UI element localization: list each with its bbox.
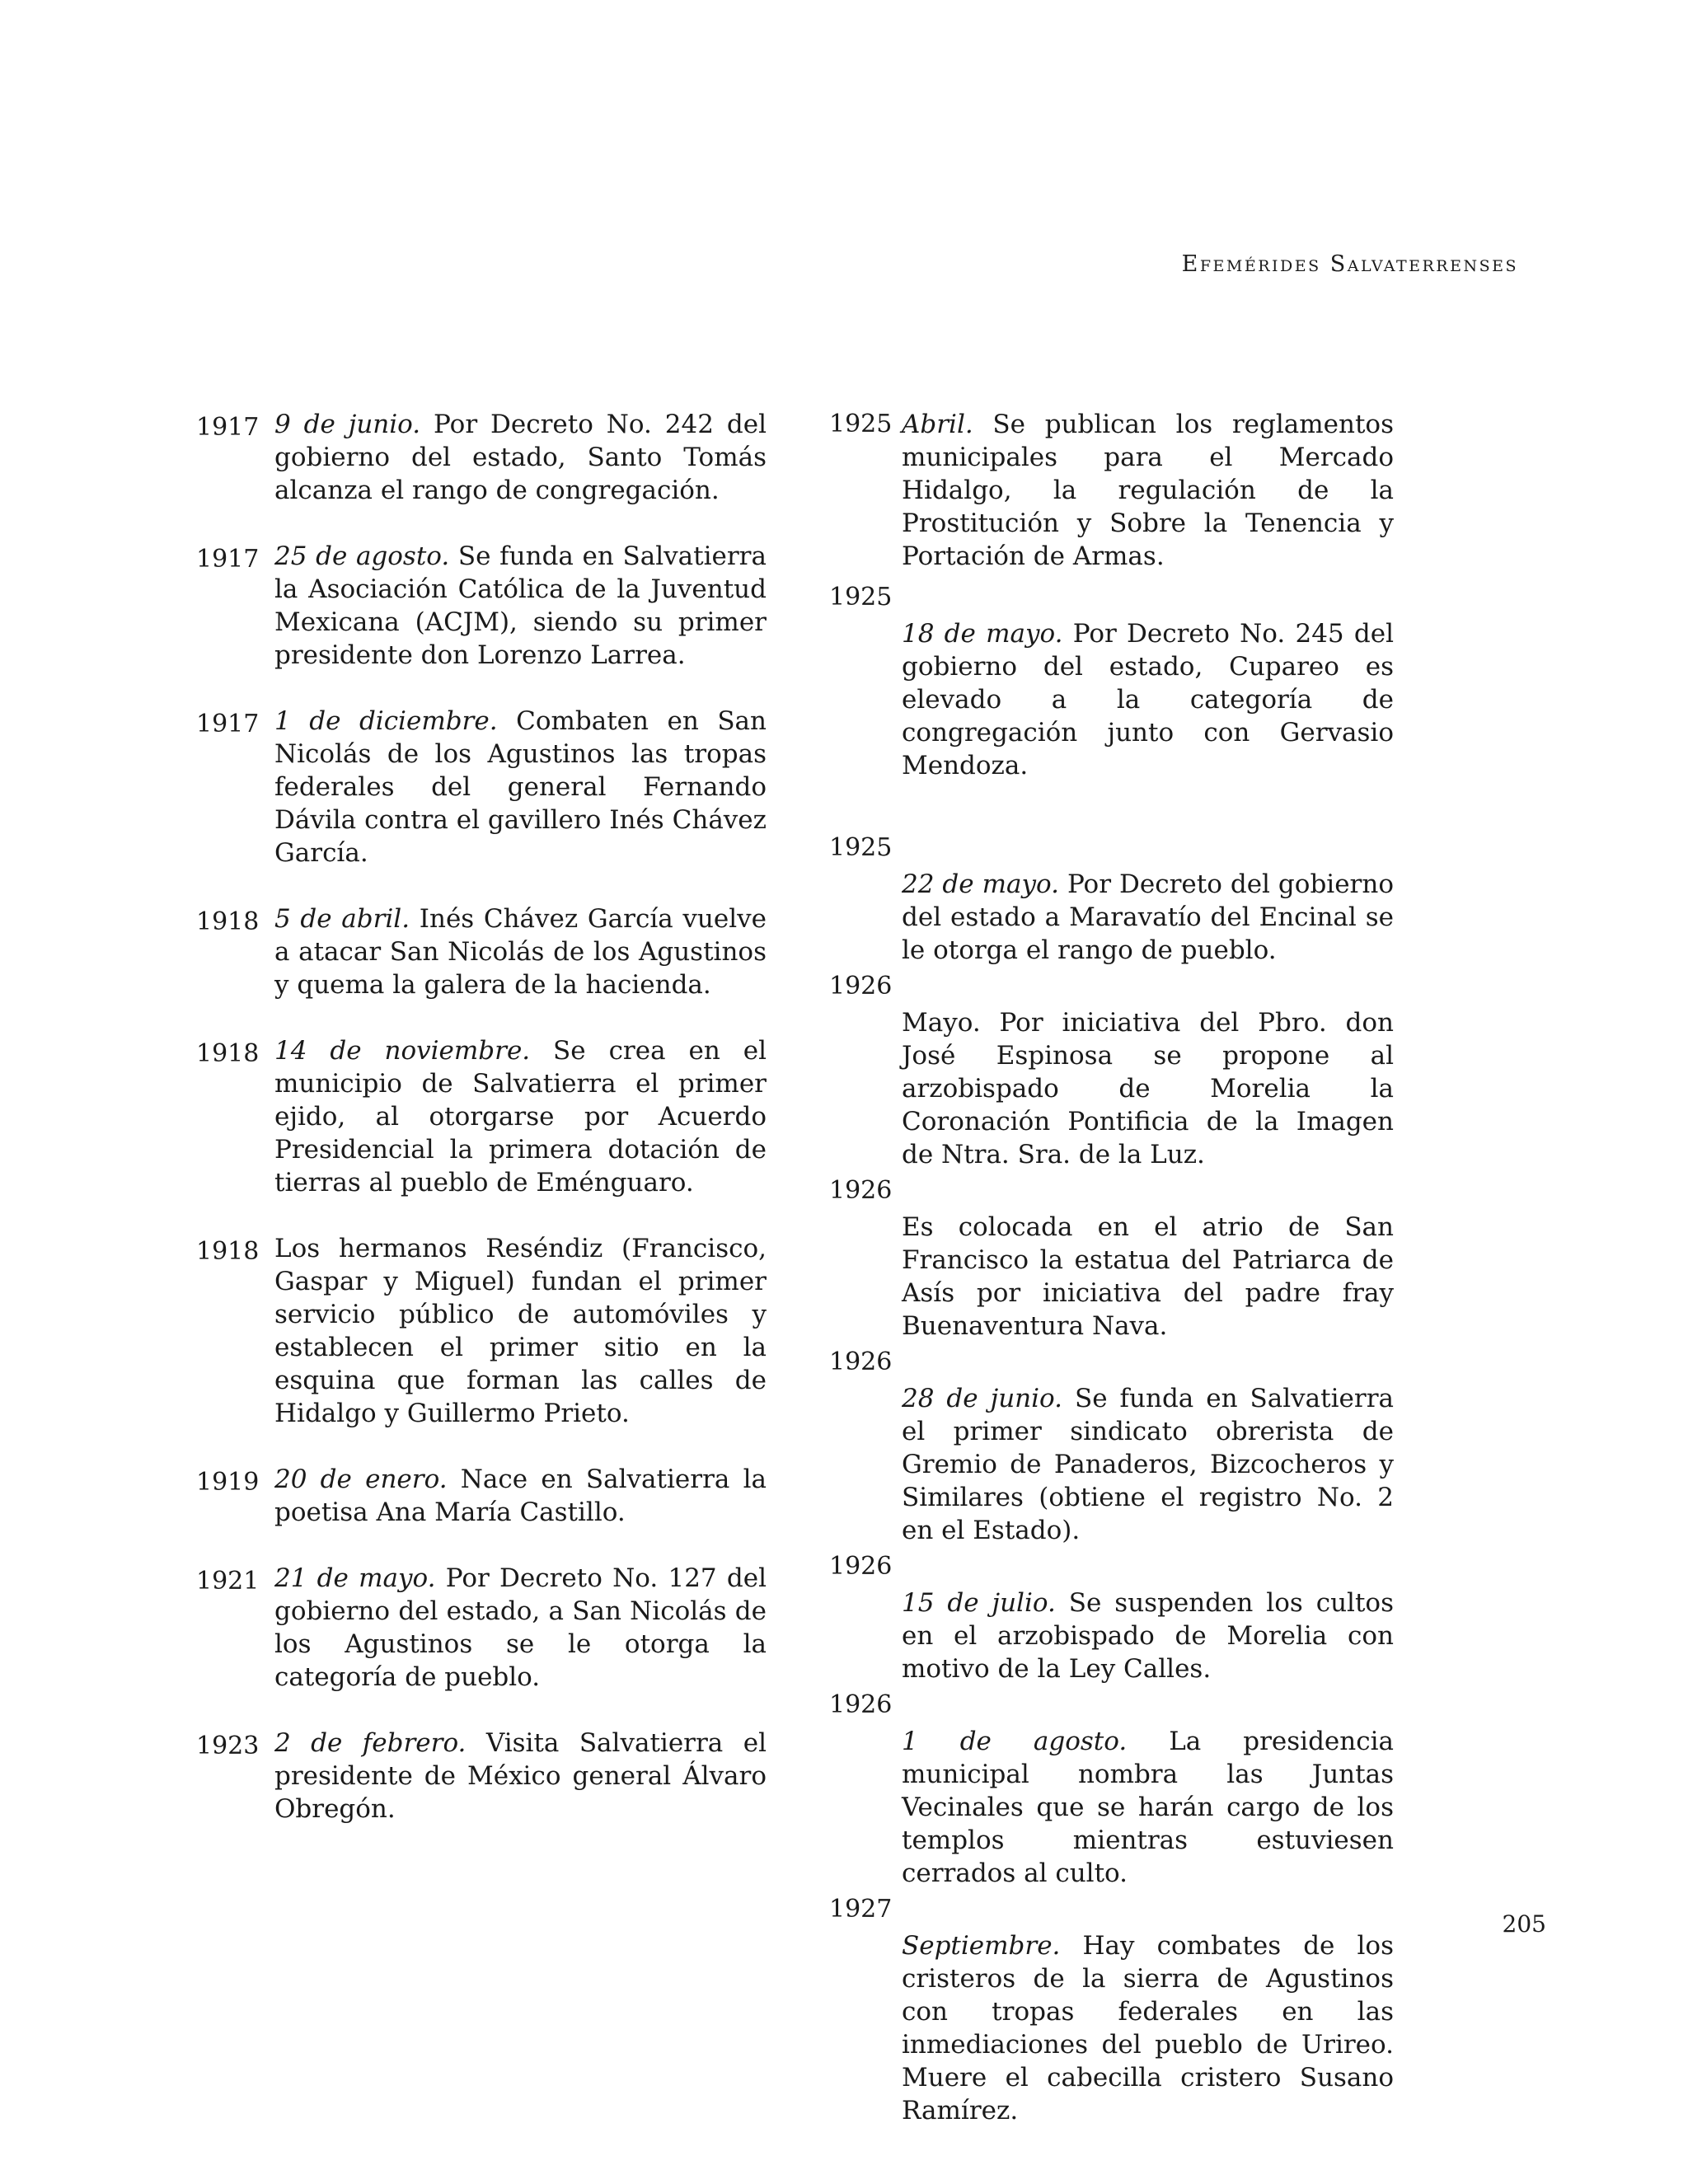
entry-body: Nace en Salvatierra la poetisa Ana María Castillo. <box>274 1465 767 1527</box>
entry-text <box>274 1562 767 1694</box>
entry-year: 1926 <box>829 972 893 1001</box>
entry-body: Es colocada en el atrio de San Francisco la estatua del Patriarca de Asís por iniciativa del padre fray Buenaventura Nava. <box>902 1212 1394 1341</box>
entry-year: 1923 <box>196 1732 260 1760</box>
entry-year: 1917 <box>196 710 260 738</box>
chronology-entry <box>829 1689 1592 1890</box>
entry-date: 25 de agosto. <box>274 541 450 571</box>
entry-body: Visita Salvatierra el presidente de México general Álvaro Obregón. <box>274 1728 767 1824</box>
entry-year: 1921 <box>196 1567 260 1596</box>
entry-date: 2 de febrero. <box>274 1728 467 1758</box>
entry-year: 1926 <box>829 1690 893 1719</box>
entry-date: 20 de enero. <box>274 1465 448 1494</box>
entry-body: Se crea en el municipio de Salvatierra el primer ejido, al otorgarse por Acuerdo Presidencial la primera dotación de tierras al pueblo de Eménguaro. <box>274 1036 767 1197</box>
entry-body: Por Decreto No. 245 del gobierno del estado, Cupareo es elevado a la categoría de congregación junto con Gervasio Mendoza. <box>902 619 1394 780</box>
chronology-entry <box>829 581 1592 782</box>
entry-body: Por Decreto del gobierno del estado a Maravatío del Encinal se le otorga el rango de pueblo. <box>902 869 1394 965</box>
entry-year: 1925 <box>829 833 893 862</box>
entry-text <box>274 1034 767 1199</box>
entry-date: 1 de agosto. <box>902 1727 1128 1756</box>
entry-year: 1926 <box>829 1176 893 1205</box>
entry-text <box>902 868 1394 967</box>
entry-text <box>902 1586 1394 1685</box>
entry-text <box>274 1232 767 1430</box>
entry-year: 1919 <box>196 1468 260 1497</box>
chronology-entry <box>829 1174 1592 1343</box>
entry-text <box>274 1463 767 1529</box>
entry-text <box>902 1725 1394 1890</box>
entry-body: Por Decreto No. 242 del gobierno del estado, Santo Tomás alcanza el rango de congregación. <box>274 410 767 505</box>
right-column <box>829 408 1592 2127</box>
chronology-entry <box>829 1893 1592 2127</box>
entry-text <box>274 902 767 1001</box>
entry-body: Inés Chávez García vuelve a atacar San Nicolás de los Agustinos y quema la galera de la hacienda. <box>274 904 767 1000</box>
chronology-entry <box>829 408 1592 573</box>
entry-body: Los hermanos Reséndiz (Francisco, Gaspar y Miguel) fundan el primer servicio público de automóviles y establecen el primer sitio en la esquina que forman las calles de Hidalgo y Guillermo Prieto. <box>274 1234 767 1428</box>
entry-body: Mayo. Por iniciativa del Pbro. don José Espinosa se propone al arzobispado de Morelia la Coronación Pontificia de la Imagen de Ntra. Sra. de la Luz. <box>902 1008 1394 1169</box>
entry-text <box>274 540 767 672</box>
entry-year: 1926 <box>829 1347 893 1376</box>
running-head: Efemérides Salvaterrenses <box>1181 251 1518 277</box>
entry-date: Septiembre. <box>902 1931 1061 1961</box>
entry-text <box>902 1929 1394 2127</box>
entry-year: 1918 <box>196 907 260 936</box>
entry-date: 28 de junio. <box>902 1384 1063 1413</box>
entry-date: Abril. <box>902 410 973 439</box>
entry-date: 22 de mayo. <box>902 869 1059 899</box>
entry-year: 1926 <box>829 1552 893 1581</box>
page-number: 205 <box>1502 1910 1546 1938</box>
entry-date: 18 de mayo. <box>902 619 1063 649</box>
chronology-entry <box>829 1550 1592 1685</box>
chronology-entry <box>829 832 1592 967</box>
entry-text <box>274 705 767 869</box>
entry-body: Hay combates de los cristeros de la sierra de Agustinos con tropas federales en las inmediaciones del pueblo de Urireo. Muere el cabecilla cristero Susano Ramírez. <box>902 1931 1394 2125</box>
entry-text <box>902 617 1394 782</box>
entry-date: 9 de junio. <box>274 410 421 439</box>
entry-text <box>274 1727 767 1825</box>
entry-year: 1918 <box>196 1039 260 1068</box>
entry-date: 15 de julio. <box>902 1588 1056 1618</box>
entry-body: La presidencia municipal nombra las Juntas Vecinales que se harán cargo de los templos mientras estuviesen cerrados al culto. <box>902 1727 1394 1888</box>
entry-date: 5 de abril. <box>274 904 410 934</box>
entry-text <box>902 408 1394 573</box>
chronology-entry <box>829 1346 1592 1547</box>
entry-year: 1918 <box>196 1237 260 1266</box>
entry-body: Por Decreto No. 127 del gobierno del estado, a San Nicolás de los Agustinos se le otorga la categoría de pueblo. <box>274 1563 767 1692</box>
entry-text <box>902 1382 1394 1547</box>
entry-date: 1 de diciembre. <box>274 706 498 736</box>
entry-body: Combaten en San Nicolás de los Agustinos las tropas federales del general Fernando Dávila contra el gavillero Inés Chávez García. <box>274 706 767 868</box>
entry-date: 14 de noviembre. <box>274 1036 531 1066</box>
entry-date: 21 de mayo. <box>274 1563 436 1593</box>
entry-year: 1925 <box>829 410 893 438</box>
entry-body: Se suspenden los cultos en el arzobispado de Morelia con motivo de la Ley Calles. <box>902 1588 1394 1684</box>
entry-text <box>902 1211 1394 1343</box>
entry-year: 1917 <box>196 413 260 442</box>
entry-year: 1925 <box>829 583 893 612</box>
entry-body: Se publican los reglamentos municipales para el Mercado Hidalgo, la regulación de la Prostitución y Sobre la Tenencia y Portación de Armas. <box>902 410 1394 571</box>
entry-year: 1927 <box>829 1895 893 1924</box>
entry-body: Se funda en Salvatierra la Asociación Católica de la Juventud Mexicana (ACJM), siendo su primer presidente don Lorenzo Larrea. <box>274 541 767 670</box>
entry-body: Se funda en Salvatierra el primer sindicato obrerista de Gremio de Panaderos, Bizcocheros y Similares (obtiene el registro No. 2 en el Estado). <box>902 1384 1394 1545</box>
chronology-entry <box>829 970 1592 1171</box>
entry-text <box>902 1006 1394 1171</box>
entry-text <box>274 408 767 507</box>
entry-year: 1917 <box>196 545 260 574</box>
